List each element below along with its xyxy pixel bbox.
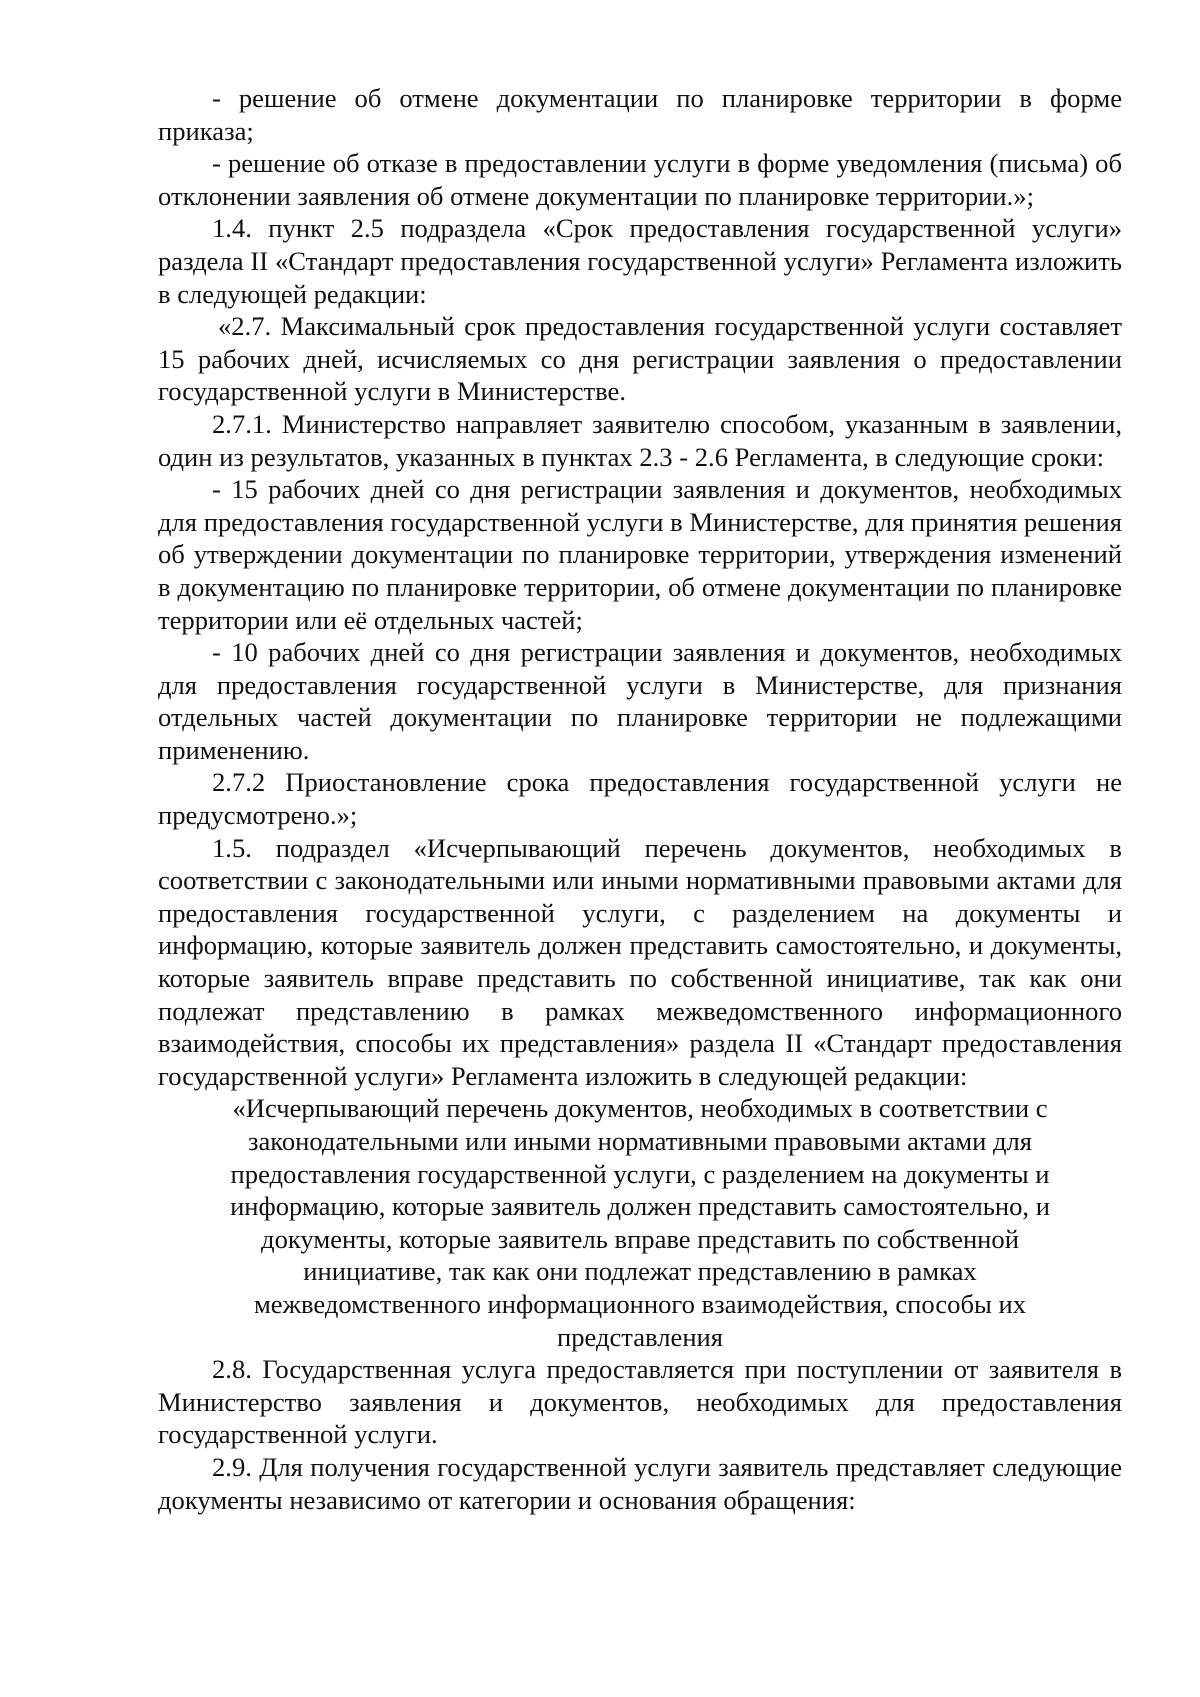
paragraph-2-7-2: 2.7.2 Приостановление срока предоставления государственной услуги не предусмотрено.»;	[158, 767, 1122, 831]
paragraph-1-5: 1.5. подраздел «Исчерпывающий перечень документов, необходимых в соответствии с законодательными или иными нормативными правовыми актами для предоставления государственной услуги, с разделением на документы и информацию, которые заявитель должен представить самостоятельно, и документы, которые заявитель вправе представить по собственной инициативе, так как они подлежат представлению в рамках межведомственного информационного взаимодействия, способы их представления» раздела II «Стандарт предоставления государственной услуги» Регламента изложить в следующей редакции:	[158, 832, 1122, 1091]
paragraph-10-days: - 10 рабочих дней со дня регистрации заявления и документов, необходимых для предоставления государственной услуги в Министерстве, для признания отдельных частей документации по планировке территории не подлежащими применению.	[158, 637, 1122, 765]
paragraph-decision-cancel: - решение об отмене документации по планировке территории в форме приказа;	[158, 83, 1122, 146]
paragraph-2-7-1: 2.7.1. Министерство направляет заявителю способом, указанным в заявлении, один из результатов, указанных в пунктах 2.3 - 2.6 Регламента, в следующие сроки:	[158, 408, 1122, 472]
paragraph-2-7: «2.7. Максимальный срок предоставления государственной услуги составляет 15 рабочих дней, исчисляемых со дня регистрации заявления о предоставлении государственной услуги в Министерстве.	[158, 311, 1122, 407]
paragraph-15-days: - 15 рабочих дней со дня регистрации заявления и документов, необходимых для предоставления государственной услуги в Министерстве, для принятия решения об утверждении документации по планировке территории, утверждения изменений в документацию по планировке территории, об отмене документации по планировке территории или её отдельных частей;	[158, 474, 1122, 635]
paragraph-decision-refusal: - решение об отказе в предоставлении услуги в форме уведомления (письма) об отклонении заявления об отмене документации по планировке территории.»;	[158, 148, 1122, 211]
paragraph-2-9: 2.9. Для получения государственной услуги заявитель представляет следующие документы независимо от категории и основания обращения:	[158, 1451, 1122, 1515]
paragraph-1-4: 1.4. пункт 2.5 подраздела «Срок предоставления государственной услуги» раздела II «Стандарт предоставления государственной услуги» Регламента изложить в следующей редакции:	[158, 213, 1122, 309]
document-page	[158, 82, 1122, 1516]
paragraph-2-8: 2.8. Государственная услуга предоставляется при поступлении от заявителя в Министерство заявления и документов, необходимых для предоставления государственной услуги.	[158, 1354, 1122, 1450]
section-heading: «Исчерпывающий перечень документов, необходимых в соответствии с законодательными или иными нормативными правовыми актами для предоставления государственной услуги, с разделением на документы и информацию, которые заявитель должен представить самостоятельно, и документы, которые заявитель вправе представить по собственной инициативе, так как они подлежат представлению в рамках межведомственного информационного взаимодействия, способы их представления	[230, 1093, 1050, 1352]
